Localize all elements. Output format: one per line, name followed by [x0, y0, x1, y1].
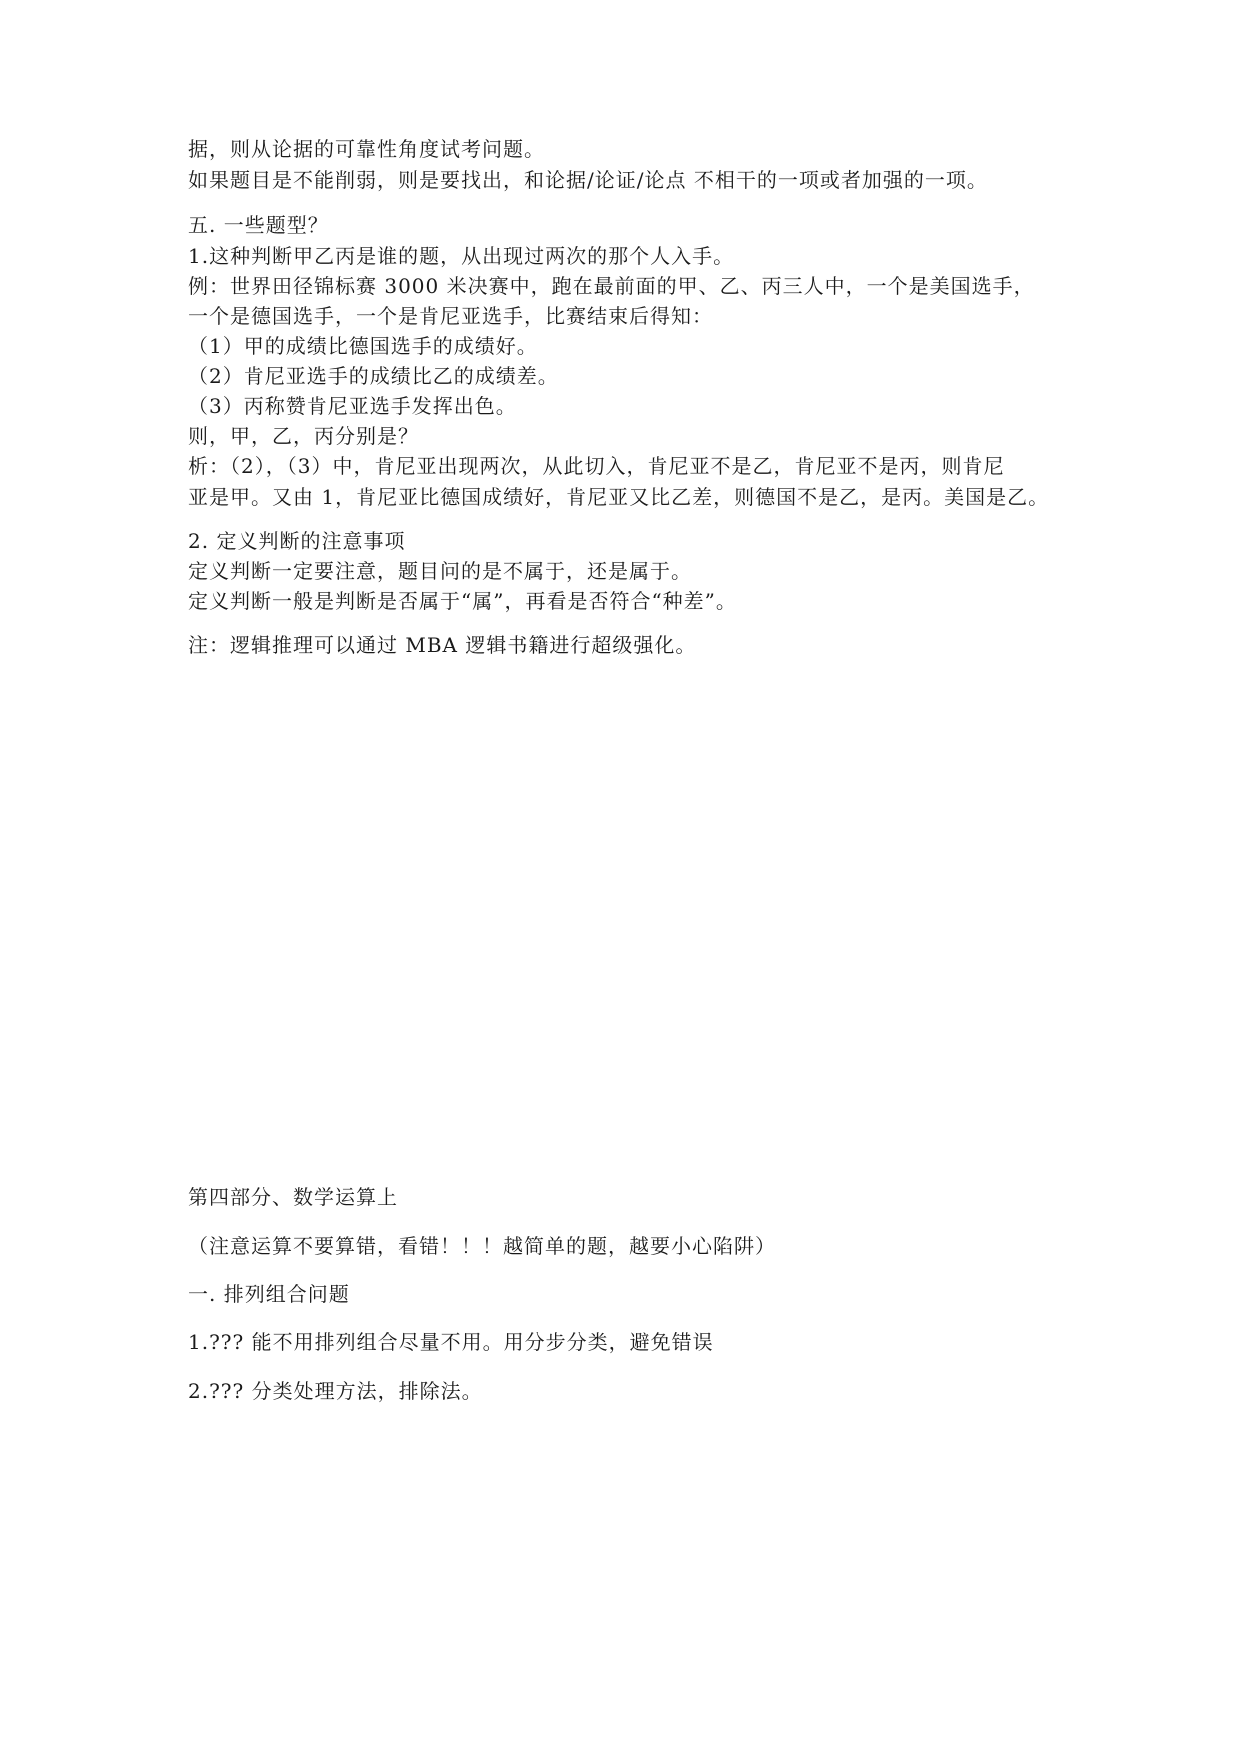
text-line: 一个是德国选手，一个是肯尼亚选手，比赛结束后得知： [188, 304, 713, 328]
text-line: （3）丙称赞肯尼亚选手发挥出色。 [188, 394, 517, 418]
text-line: 例：世界田径锦标赛 3000 米决赛中，跑在最前面的甲、乙、丙三人中，一个是美国选手， [188, 274, 1035, 298]
warning-line: （注意运算不要算错，看错！！！越简单的题，越要小心陷阱） [188, 1234, 776, 1258]
list-item: 1.??? 能不用排列组合尽量不用。用分步分类，避免错误 [188, 1330, 714, 1354]
note-line: 注：逻辑推理可以通过 MBA 逻辑书籍进行超级强化。 [188, 633, 697, 657]
section-heading: 五. 一些题型？ [188, 213, 329, 237]
part-title: 第四部分、数学运算上 [188, 1185, 398, 1209]
section-heading: 一. 排列组合问题 [188, 1282, 350, 1306]
text-line: 定义判断一定要注意，题目问的是不属于，还是属于。 [188, 559, 692, 583]
text-line: （1）甲的成绩比德国选手的成绩好。 [188, 334, 538, 358]
text-line: （2）肯尼亚选手的成绩比乙的成绩差。 [188, 364, 559, 388]
text-line: 析：（2），（3）中，肯尼亚出现两次，从此切入，肯尼亚不是乙，肯尼亚不是丙，则肯尼 [188, 454, 1005, 478]
text-line: 如果题目是不能削弱，则是要找出，和论据/论证/论点 不相干的一项或者加强的一项。 [188, 168, 988, 192]
text-line: 则，甲，乙，丙分别是？ [188, 424, 419, 448]
text-line: 据，则从论据的可靠性角度试考问题。 [188, 137, 545, 161]
text-line: 亚是甲。又由 1，肯尼亚比德国成绩好，肯尼亚又比乙差，则德国不是乙，是丙。美国是乙。 [188, 485, 1050, 509]
list-item: 2.??? 分类处理方法，排除法。 [188, 1379, 483, 1403]
subsection-heading: 2. 定义判断的注意事项 [188, 529, 406, 553]
text-line: 定义判断一般是判断是否属于“属”，再看是否符合“种差”。 [188, 589, 737, 613]
text-line: 1.这种判断甲乙丙是谁的题，从出现过两次的那个人入手。 [188, 244, 735, 268]
